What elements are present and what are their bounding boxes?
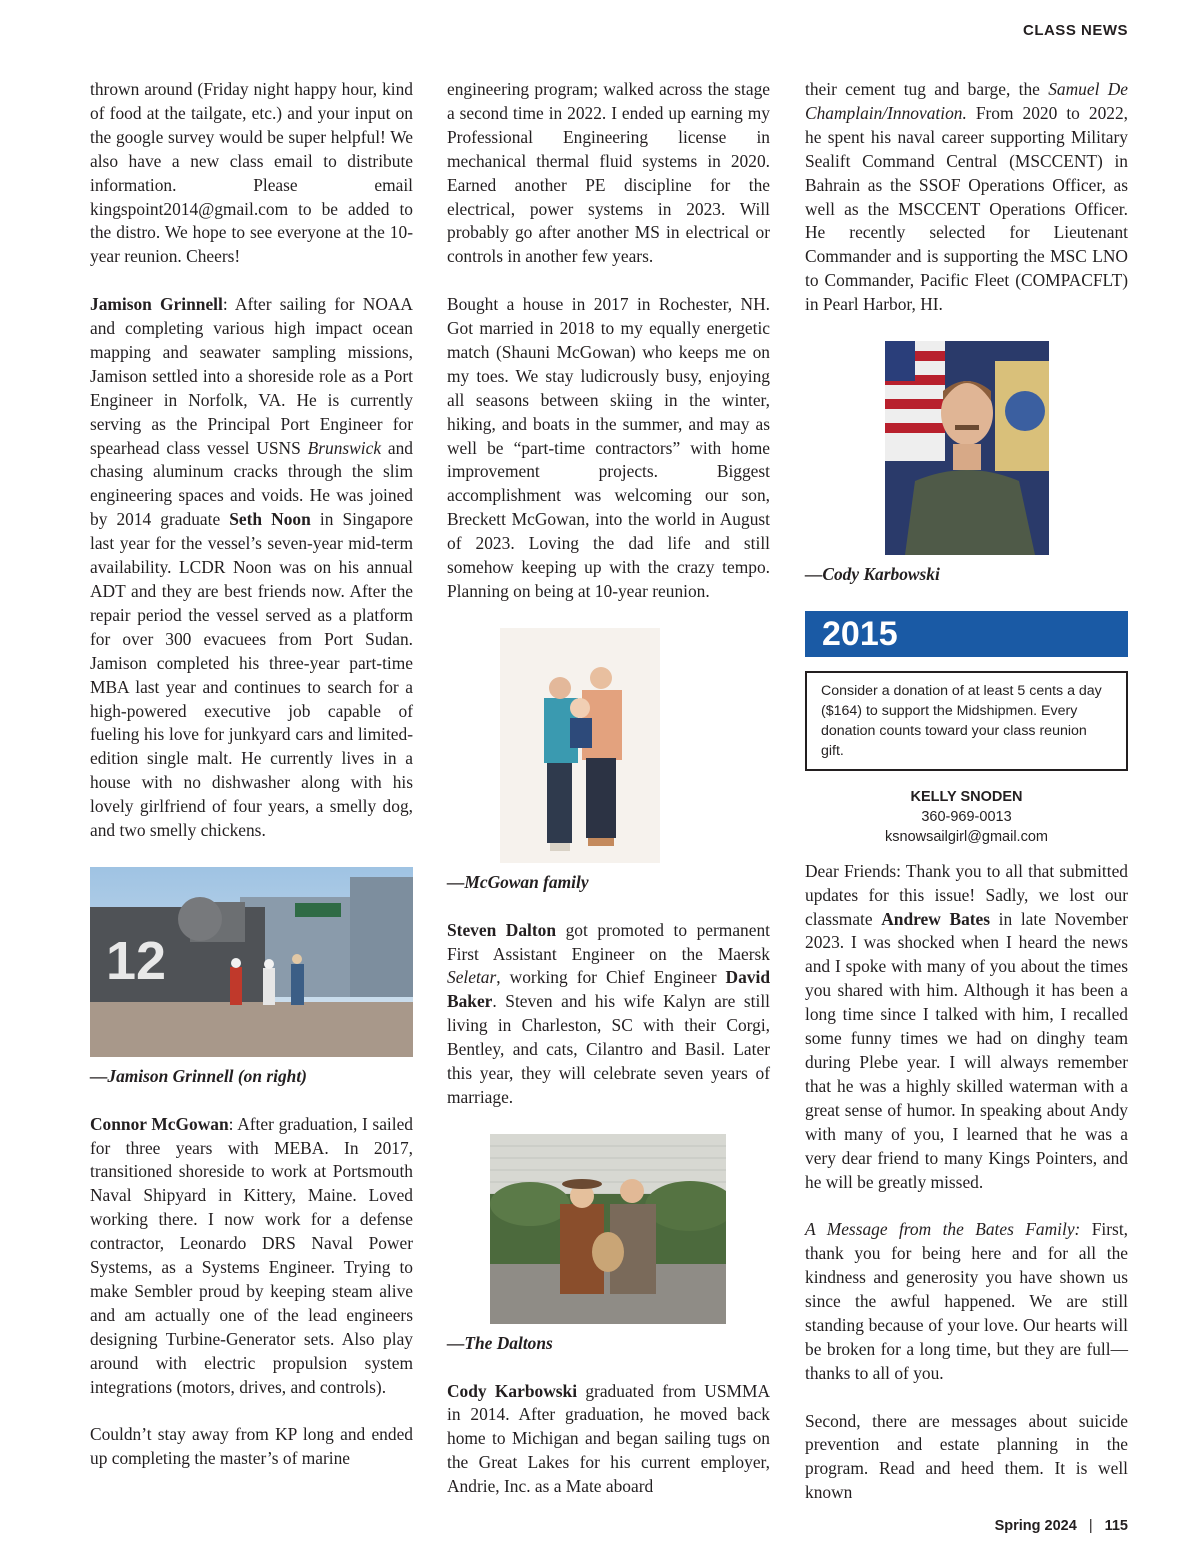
house-paragraph: Bought a house in 2017 in Rochester, NH. Got married in 2018 to my equally energetic match (Shauni McGowan) who keeps me on my toes. We stay ludicrously busy, enjoying all seasons between skiing in the winter, hiking, and boats in the summer, and may as well be “part-time contractors” with home improvement projects. Biggest accomplishment was welcoming our son, Breckett McGowan, into the world in August of 2023. Loving the dad life and still somehow keeping up with the crazy tempo. Planning on being at 10-year reunion. xyxy=(447,294,770,602)
kp-paragraph: Couldn’t stay away from KP long and ended up completing the master’s of marine xyxy=(90,1424,413,1469)
cody-portrait-photo xyxy=(885,341,1049,555)
page-footer: Spring 2024 | 115 xyxy=(994,1518,1128,1534)
intro-paragraph: thrown around (Friday night happy hour, kind of food at the tailgate, etc.) and your input on the google survey would be super helpful! We also have a new class email to distribute information. Please email kingspoint2014@gmail.com to be added to the distro. We hope to see everyone at the 10-year reunion. Cheers! xyxy=(90,79,413,267)
dear-friends-paragraph: Dear Friends: Thank you to all that submitted updates for this issue! Sadly, we lost our classmate Andrew Bates in late November 2023. I was shocked when I heard the news and I spoke with many of you about the times you shared with him. Although it has been a long time since I talked with him, I recalled some funny times we had on dinghy team during Plebe year. I will always remember that he was a highly skilled waterman with a great sense of humor. In speaking about Andy with many of you, I learned that he was a very dear friend to many Kings Pointers, and he will be greatly missed. xyxy=(805,860,1128,1192)
connor-paragraph: Connor McGowan: After graduation, I sailed for three years with MEBA. In 2017, transitioned shoreside to work at Portsmouth Naval Shipyard in Kittery, Maine. Loved working there. I now work for a defense contractor, Leonardo DRS Naval Power Systems, as a Systems Engineer. Trying to make Sembler proud by keeping steam alive and am actually one of the lead engineers designing Turbine-Generator sets. Also play around with electric propulsion system integrations (motors, drives, and controls). xyxy=(90,1113,413,1397)
column-1 xyxy=(90,78,413,1495)
issue-label: Spring 2024 xyxy=(994,1518,1077,1534)
cody-paragraph: Cody Karbowski graduated from USMMA in 2014. After graduation, he moved back home to Michigan and began sailing tugs on the Great Lakes for his current employer, Andrie, Inc. as a Mate aboard xyxy=(447,1380,771,1497)
contact-phone: 360-969-0013 xyxy=(921,808,1012,825)
second-paragraph: Second, there are messages about suicide prevention and estate planning in the program. Read and heed them. It is well known xyxy=(805,1410,1128,1503)
column-3 xyxy=(805,78,1128,1529)
contact-email: ksnowsailgirl@gmail.com xyxy=(885,828,1048,845)
grinnell-photo-caption: —Jamison Grinnell (on right) xyxy=(90,1065,307,1086)
class-contact xyxy=(805,787,1128,847)
bates-name: Andrew Bates xyxy=(881,908,991,929)
shipyard-photo xyxy=(90,867,413,1057)
dalton-family-photo xyxy=(490,1134,726,1324)
grinnell-paragraph: Jamison Grinnell: After sailing for NOAA and completing various high impact ocean mapping and seawater sampling missions, Jamison settled into a shoreside role as a Port Engineer in Norfolk, VA. He is currently serving as the Principal Port Engineer for spearhead class vessel USNS Brunswick and chasing aluminum cracks through the slim engineering spaces and voids. He was joined by 2014 graduate Seth Noon in Singapore last year for the vessel’s seven-year mid-term availability. LCDR Noon was on his annual ADT and they are best friends now. After the repair period the vessel served as a platform for over 300 evacuees from Port Sudan. Jamison completed his three-year part-time MBA last year and continues to search for a high-powered executive job capable of fueling his love for junkyard cars and limited-edition single malt. He currently lives in a house with no dishwasher along with his lovely girlfriend of four years, a smelly dog, and two smelly chickens. xyxy=(90,294,413,841)
mcgowan-family-photo xyxy=(500,628,660,863)
engineering-paragraph: engineering program; walked across the stage a second time in 2022. I ended up earning my Professional Engineering license in mechanical thermal fluid systems in 2020. Earned another PE discipline for the electrical, power systems in 2023. Will probably go after another MS in electrical or controls in another few years. xyxy=(447,79,770,267)
page-number: 115 xyxy=(1104,1518,1128,1534)
donation-box: Consider a donation of at least 5 cents a day ($164) to support the Midshipmen. Every donation counts toward your class reunion gift. xyxy=(805,671,1128,771)
cody-continued-paragraph: their cement tug and barge, the Samuel De Champlain/Innovation. From 2020 to 2022, he spent his naval career supporting Military Sealift Command Central (MSCCENT) in Bahrain as the SSOF Operations Officer, as well as the MSCCENT Operations Officer. He recently selected for Lieutenant Commander and is supporting the MSC LNO to Commander, Pacific Fleet (COMPACFLT) in Pearl Harbor, HI. xyxy=(805,79,1128,315)
svg-text:12: 12 xyxy=(106,930,167,991)
cody-name: Cody Karbowski xyxy=(447,1380,578,1401)
dalton-name: Steven Dalton xyxy=(447,919,557,940)
baker-name: David Baker xyxy=(447,967,770,1012)
column-2 xyxy=(447,78,770,1523)
grinnell-name: Jamison Grinnell xyxy=(90,294,223,315)
bates-family-message: A Message from the Bates Family: First, thank you for being here and for all the kindness and generosity you have shown us since the awful happened. We are still standing because of your love. Our hearts will be broken for a long time, but they are full—thanks to all of you. xyxy=(805,1219,1128,1383)
mcgowan-photo-caption: —McGowan family xyxy=(447,871,589,892)
noon-name: Seth Noon xyxy=(229,509,311,530)
class-year-banner: 2015 xyxy=(805,611,1128,657)
contact-name: KELLY SNODEN xyxy=(910,788,1023,805)
connor-name: Connor McGowan xyxy=(90,1113,229,1134)
dalton-paragraph: Steven Dalton got promoted to permanent First Assistant Engineer on the Maersk Seletar, working for Chief Engineer David Baker. Steven and his wife Kalyn are still living in Charleston, SC with their Corgi, Bentley, and cats, Cilantro and Basil. Later this year, they will celebrate seven years of marriage. xyxy=(447,919,770,1107)
dalton-photo-caption: —The Daltons xyxy=(447,1332,553,1353)
section-header: CLASS NEWS xyxy=(1022,22,1128,39)
cody-photo-caption: —Cody Karbowski xyxy=(805,563,940,584)
